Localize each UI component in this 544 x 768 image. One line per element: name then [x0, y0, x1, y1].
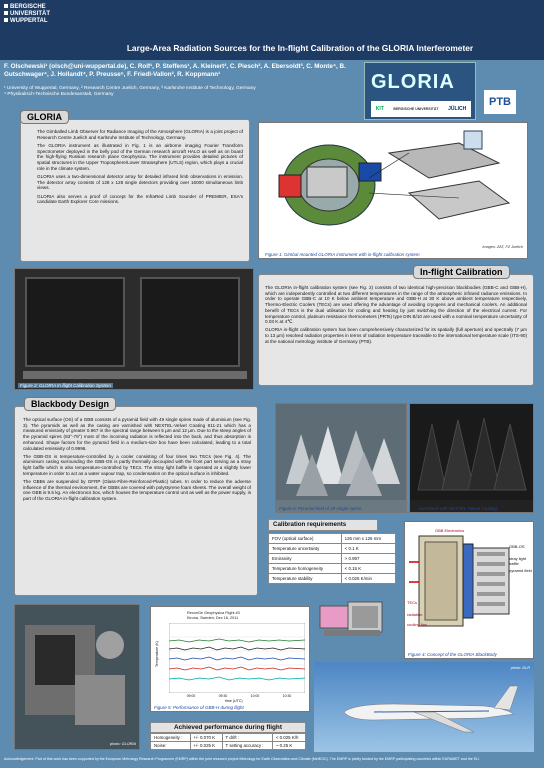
- cal-value: > 0.997: [341, 554, 395, 564]
- x-tick: 09:00: [186, 694, 196, 698]
- inflight-text-box: [258, 274, 534, 386]
- chart-x-ticks: [175, 694, 303, 698]
- blackbody-3d-illustration: [318, 600, 386, 640]
- blackbody-paragraph-1: The optical surface (OS) of a GBB consists of a pyramid field with 49 single spires made of aluminium (see Fig. 3). The pyramids as well as the casing are varnished with NEXTEL-Velvet Coating 811-21 which has a measured emissivity of greater 0.967 in the spectral range between 5 µm and 12 µm. Due to the steep angles of the pyramid spires (83°-79°) most of the incoming radiation is reflected into the back, and thus absorption is enhanced. Shape factors for the pyramid field in a medium-size box have been calculated, leading to a total calculated emissivity of 0.9996.: [23, 417, 251, 451]
- affiliation-line-2: ⁴ Physikalisch-Technische Bundesanstalt, Germany: [4, 92, 114, 97]
- ach-label: Noise:: [151, 742, 191, 750]
- blackbody-heading: Blackbody Design: [24, 397, 116, 411]
- chart-x-label: time (UTC): [225, 699, 243, 703]
- gloria-instrument-illustration: [259, 123, 527, 251]
- inflight-text: [259, 275, 533, 351]
- chart-title-2: Kiruna, Sweden, Dec 16, 2011: [187, 616, 239, 620]
- achieved-table: [150, 733, 306, 750]
- author-list: F. Olschewski¹ (olsch@uni-wuppertal.de), C. Rolf¹, P. Steffens¹, A. Kleinert², C. Piesch², A. Ebersoldt³, C. Monte⁴, B. Gutschwager⁴, J. Hollandt⁴, P. Preusse⁵, F. Friedl-Vallon², R. Koppmann¹: [4, 63, 346, 78]
- logo-line-3: WUPPERTAL: [10, 18, 48, 24]
- halo-aircraft-illustration: [314, 662, 534, 752]
- inflight-heading: In-flight Calibration: [413, 265, 510, 279]
- label-tecs: TECs: [407, 600, 417, 605]
- ach-value: +/- 0.025 K: [190, 742, 222, 750]
- gloria-paragraph-3: GLORIA uses a two-dimensional detector array for detailed infrared limb observations in emission. The detector array consists of 128 x 128 single detectors providing over 16000 simultaneous limb views.: [37, 173, 243, 191]
- table-row: [269, 554, 396, 564]
- logo-line-2: UNIVERSITÄT: [10, 11, 51, 17]
- cal-value: < 0.15 K: [341, 564, 395, 574]
- photo-credit-right: photo: DLR: [510, 666, 530, 670]
- gloria-logo: [364, 62, 476, 120]
- inflight-paragraph-1: The GLORIA in-flight calibration system (see Fig. 2) consists of two identical high-precision blackbodies (GBB-C and GBB-H), which are independently controlled at two different temperatures in the range of the atmospheric infrared radiance emissions. In order to operate GBB-C at 10 K below ambient temperature and GBB-H at 30 K above ambient temperature respectively, Thermo-Electric Coolers (TECs) are used offering the advantage of avoiding cryogens and mechanical coolers. An additional benefit of TECs is the dual utilisation for cooling and heating by just switching the direction of the electrical current. For temperature control, platinum resistance thermometers (PRTs) type DIN B/10 are used with a nominal temperature uncertainty of 0.03 K at 4℃.: [265, 285, 527, 325]
- cal-label: Temperature homogeneity: [269, 564, 342, 574]
- aircraft-instrument-photo: [15, 605, 139, 749]
- figure-1: [258, 122, 528, 259]
- gloria-paragraph-4: GLORIA also serves a proof of concept for the InfraRed Limb Sounder of PREMIER, ESA's candidate Earth Explorer Core missions.: [37, 193, 243, 205]
- cal-value: 126 mm x 126 mm: [341, 534, 395, 544]
- x-tick: 10:00: [250, 694, 260, 698]
- affiliations: [4, 86, 364, 98]
- gloria-text-box: [20, 119, 250, 262]
- inflight-paragraph-2: GLORIA in-flight calibration system has been comprehensively characterized for its spatially (full aperture) and spectrally (7 µm to 13 µm) resolved radiation properties in terms of radiation temperature traceable to the international temperature scale (ITS-90) at the national metrology institute of Germany (PTB).: [265, 327, 527, 344]
- figure-4: [404, 521, 534, 659]
- table-row: [269, 564, 396, 574]
- figure-3a-caption: Figure 3: Pyramid field of 49 single spires: [279, 506, 362, 511]
- blackbody-text-box: [14, 406, 258, 596]
- table-row: [151, 742, 306, 750]
- logo-line-1: BERGISCHE: [10, 4, 46, 10]
- figure-3a: [275, 403, 407, 513]
- logo-square-icon: [4, 18, 8, 22]
- partner-logos: [371, 101, 471, 117]
- photo-credit-left: photo: GLORIA: [110, 742, 136, 746]
- cal-label: Temperature uncertainty: [269, 544, 342, 554]
- figure-2-caption: Figure 2: GLORIA In-flight Calibration System: [20, 383, 111, 388]
- cal-value: < 0.025 K/min: [341, 574, 395, 584]
- label-stray-light-baffle: stray light baffle: [509, 556, 527, 566]
- gloria-paragraph-1: The Gimballed Limb Observer for Radiance Imaging of the Atmosphere (GLORIA) is a joint project of Research Centre Juelich and Karlsruhe Institute of Technology, Germany.: [37, 129, 243, 140]
- label-gbb-electronics: GBB Electronics: [435, 528, 465, 533]
- varnished-pyramid-photo: [410, 404, 533, 500]
- ach-value: < 0.025 K/h: [272, 734, 305, 742]
- acknowledgement: Acknowledgement: Part of this work has been supported by the European Metrology Research Programme (EMRP) within the joint research project Metrology for Earth Observation and Climate (MetEOC). The EMRP is jointly funded by the EMRP participating countries within EURAMET and the EU.: [4, 757, 480, 761]
- table-row: [269, 534, 396, 544]
- chart-title-1: ReconGe Geophysica Flight #3: [187, 611, 240, 615]
- pyramid-field-photo: [276, 404, 406, 500]
- label-cooling-fins: cooling fins: [407, 622, 428, 627]
- blackbody-text: [15, 407, 257, 508]
- label-gbb-os: GBB-OS: [509, 544, 525, 549]
- figure-4-caption: Figure 4: Concept of the GLORIA BlackBody: [408, 652, 497, 657]
- table-row: [269, 574, 396, 584]
- figure-2: [14, 268, 254, 390]
- cal-label: Temperature stability: [269, 574, 342, 584]
- cal-value: < 0.1 K: [341, 544, 395, 554]
- poster-title: Large-Area Radiation Sources for the In-flight Calibration of the GLORIA Interferometer: [126, 43, 474, 53]
- ach-value: +/- 0.070 K: [190, 734, 222, 742]
- gloria-paragraph-2: The GLORIA instrument as illustrated in Fig. 1 is an airborne imaging Fourier Transform Spectrometer deployed in the belly pod of the German research aircraft HALO as well as on board the high-flying Russian research plane Geophysica. The instrument provides detailed pictures of spatial structures in the Upper Troposphere/Lower Stratosphere (UTLS) region, which plays a crucial role in the climate system.: [37, 142, 243, 171]
- mount-rail: [23, 371, 247, 379]
- gloria-text: [21, 120, 249, 211]
- figure-5: [150, 606, 310, 712]
- ach-label: T drift :: [222, 734, 272, 742]
- table-row: [269, 544, 396, 554]
- figure-3b: [409, 403, 534, 513]
- calibration-table: [268, 533, 396, 584]
- wuppertal-logo: BERGISCHE UNIVERSITÄT: [393, 107, 439, 111]
- figure-1-caption: Figure 1: Gimbal mounted GLORIA instrument with in-flight calibration system: [265, 252, 420, 257]
- ach-label: Homogeneity :: [151, 734, 191, 742]
- cal-label: FOV (optical surface): [269, 534, 342, 544]
- x-tick: 09:30: [218, 694, 228, 698]
- ach-label: T setting accuracy :: [222, 742, 272, 750]
- university-logo: [4, 4, 50, 25]
- blackbody-concept-diagram: [405, 522, 533, 646]
- x-tick: 10:30: [282, 694, 292, 698]
- figure-3b-caption: … varnished with NEXTEL-Velvet Coating: [413, 506, 497, 511]
- aircraft-photo: [314, 662, 534, 752]
- figure-1-credit: images: ZAT, FZ Juelich: [482, 245, 523, 249]
- logo-square-icon: [4, 4, 8, 8]
- ptb-logo: PTB: [484, 90, 516, 114]
- calibration-heading: Calibration requirements: [268, 519, 378, 531]
- achieved-heading: Achieved performance during flight: [150, 722, 306, 733]
- juelich-logo: JÜLICH: [448, 106, 467, 112]
- logo-square-icon: [4, 11, 8, 15]
- ach-value: ~ 0.25 K: [272, 742, 305, 750]
- kit-logo: KIT: [375, 106, 384, 112]
- chart-y-label: Temperature (K): [155, 641, 159, 667]
- label-pyramid-field: pyramid field: [509, 568, 532, 573]
- blackbody-paragraph-2: The GBB-OS is temperature-controlled by a cooler consisting of four times two TECs (see Fig. 4). The aluminium casing surrounding the GBB-OS is partly thermally decoupled with the front part serving as a stray light baffle which is also temperature-controlled by TECs. The stray light baffle is operated at a slightly lower temperature in order to act as a water vapour trap, so condensation on the optical surface is inhibited.: [23, 453, 251, 476]
- blackbody-paragraph-3: The GBBs are suspended by GFRP (Glass-Fibre-Reinforced-Plastic) tubes. In order to reduce the adverse influence of the thermal environment, the GBBs are covered with polystyrene foam sheets. The overall weight of one GBB is 9.5 kg. An electronics box, which houses the temperature control unit as well as the power supply, is part of the GLORIA in-flight calibration system.: [23, 479, 251, 502]
- blackbody-photo-left: [25, 277, 125, 367]
- blackbody-photo-right: [140, 277, 240, 367]
- table-row: [151, 734, 306, 742]
- gloria-logo-text: GLORIA: [371, 71, 455, 93]
- temperature-chart: [169, 623, 305, 693]
- gloria-heading: GLORIA: [20, 110, 69, 124]
- figure-5-caption: Figure 5: Performance of GBB-H during flight: [154, 705, 244, 710]
- instrument-photo: [14, 604, 140, 750]
- affiliation-line-1: ¹ University of Wuppertal, Germany, ² Research Centre Juelich, Germany, ³ Karlsruhe Institute of Technology, Germany: [4, 86, 256, 91]
- cal-label: Emissivity: [269, 554, 342, 564]
- label-radiation: radiation: [407, 612, 423, 617]
